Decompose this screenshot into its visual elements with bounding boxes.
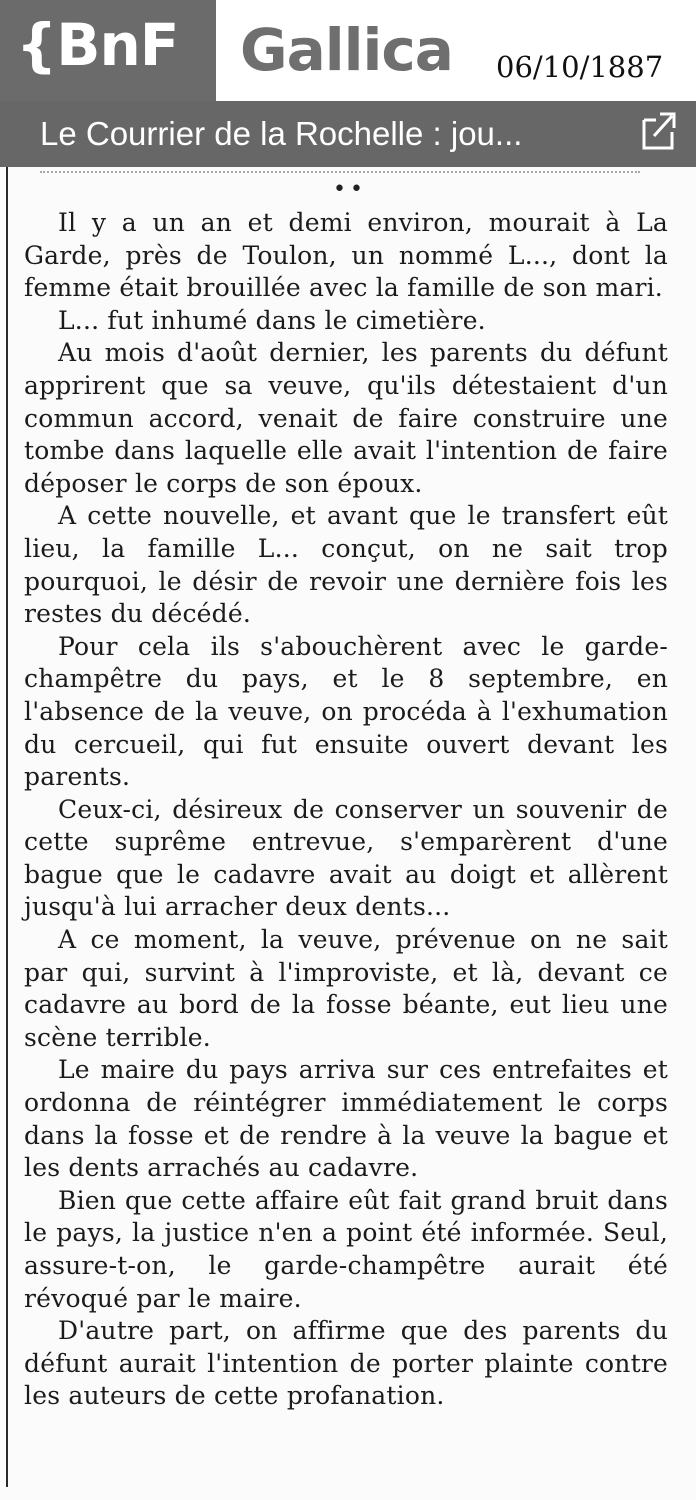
article-paragraph: A ce moment, la veuve, prévenue on ne sait par qui, survint à l'improviste, et là, devant ce cadavre au bord de la fosse béante, eut lieu une scène terrible. [24, 925, 668, 1052]
issue-date: 06/10/1887 [496, 50, 664, 84]
title-bar [0, 101, 696, 167]
article-scan [0, 167, 696, 1500]
brand-bar [0, 0, 696, 101]
article-paragraph: L... fut inhumé dans le cimetière. [58, 305, 486, 335]
article-paragraph: Le maire du pays arriva sur ces entrefaites et ordonna de réintégrer immédiatement le corps dans la fosse et de rendre à la veuve la bague et les dents arrachés au cadavre. [24, 1055, 668, 1183]
column-rule [6, 167, 8, 1487]
gallica-logo[interactable]: Gallica [240, 16, 453, 84]
separator: •• [333, 177, 367, 202]
article-paragraph: Bien que cette affaire eût fait grand bruit dans le pays, la justice n'en a point été informée. Seul, assure-t-on, le garde-champêtre aurait été révoqué par le maire. [24, 1185, 668, 1313]
article-paragraph: Au mois d'août dernier, les parents du défunt apprirent que sa veuve, qu'ils détestaient d'un commun accord, venait de faire construire une tombe dans laquelle elle avait l'intention de faire déposer le corps de son époux. [24, 338, 668, 498]
article-paragraph: Il y a un an et demi environ, mourait à La Garde, près de Toulon, un nommé L..., dont la femme était brouillée avec la famille de son mari. [24, 208, 668, 303]
article-paragraph: D'autre part, on affirme que des parents du défunt aurait l'intention de porter plainte contre les auteurs de cette profanation. [24, 1316, 668, 1411]
article-paragraph: Pour cela ils s'abouchèrent avec le garde-champêtre du pays, et le 8 septembre, en l'absence de la veuve, on procéda à l'exhumation du cercueil, qui fut ensuite ouvert devant les parents. [24, 631, 668, 792]
bnf-logo[interactable]: {BnF [0, 0, 216, 101]
cut-off-line [40, 167, 640, 173]
article-paragraph: A cette nouvelle, et avant que le transfert eût lieu, la famille L... conçut, on ne sait trop pourquoi, le désir de revoir une dernière fois les restes du décédé. [24, 501, 668, 629]
document-title[interactable]: Le Courrier de la Rochelle : jou... [40, 115, 523, 152]
article-paragraph: Ceux-ci, désireux de conserver un souvenir de cette suprême entrevue, s'emparèrent d'une bague que le cadavre avait au doigt et allèrent jusqu'à lui arracher deux dents... [24, 794, 668, 922]
article-body [24, 207, 668, 1413]
share-icon[interactable] [638, 110, 678, 152]
